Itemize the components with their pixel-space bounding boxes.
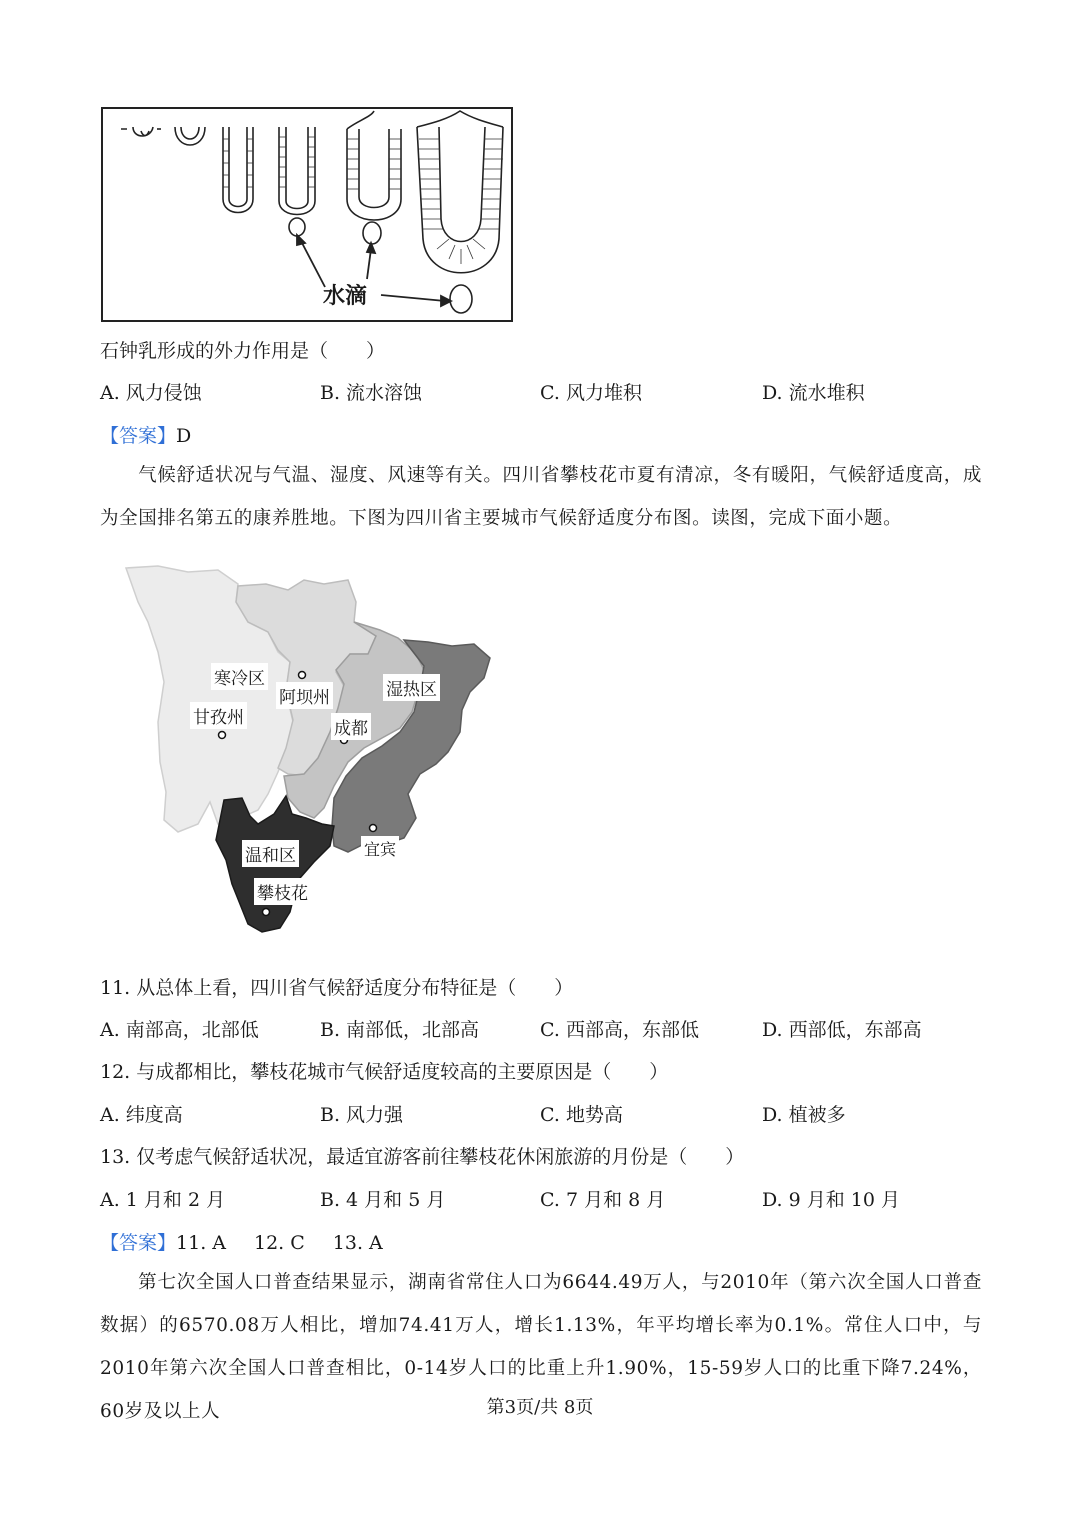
aba-dot [299, 672, 306, 679]
yibin-label: 宜宾 [361, 836, 399, 861]
q11-option-b: B. 南部低，北部高 [320, 1019, 480, 1041]
stalactite-drawing [103, 109, 511, 320]
mild-zone-label: 温和区 [242, 840, 299, 867]
answer-tag: 【答案】 [100, 425, 177, 447]
q13-option-a: A. 1 月和 2 月 [100, 1189, 226, 1211]
page-footer: 第3页/共 8页 [486, 1397, 594, 1418]
q12-option-b: B. 风力强 [320, 1104, 404, 1126]
cold-zone-label: 寒冷区 [211, 663, 268, 690]
climate-intro-paragraph [100, 454, 982, 540]
water-drop-label: 水滴 [323, 284, 368, 309]
yibin-dot [370, 825, 377, 832]
aba-label: 阿坝州 [276, 682, 333, 709]
panzhihua-dot [263, 909, 270, 916]
panzhihua-label: 攀枝花 [254, 878, 311, 905]
q11-option-c: C. 西部高，东部低 [540, 1019, 699, 1041]
stalactite-diagram [101, 107, 513, 322]
sichuan-climate-map [118, 562, 498, 937]
option-b: B. 流水溶蚀 [320, 382, 423, 404]
q13-option-b: B. 4 月和 5 月 [320, 1189, 446, 1211]
q13-stem: 13. 仅考虑气候舒适状况，最适宜游客前往攀枝花休闲旅游的月份是（ ） [100, 1146, 745, 1168]
q12-stem: 12. 与成都相比，攀枝花城市气候舒适度较高的主要原因是（ ） [100, 1061, 669, 1083]
ganzi-dot [219, 732, 226, 739]
q12-option-a: A. 纬度高 [100, 1104, 183, 1126]
q13-option-d: D. 9 月和 10 月 [762, 1189, 901, 1211]
chengdu-label: 成都 [331, 713, 371, 740]
climate-intro-text: 气候舒适状况与气温、湿度、风速等有关。四川省攀枝花市夏有清凉，冬有暖阳，气候舒适度高，成为全国排名第五的康养胜地。下图为四川省主要城市气候舒适度分布图。读图，完成下面小题。 [100, 465, 982, 529]
answer-value: D [176, 425, 192, 447]
q11-option-a: A. 南部高，北部低 [100, 1019, 259, 1041]
q12-option-d: D. 植被多 [762, 1104, 846, 1126]
answers-line [100, 1231, 383, 1255]
answer-13: 13. A [332, 1232, 383, 1254]
option-a: A. 风力侵蚀 [100, 382, 202, 404]
q11-stem: 11. 从总体上看，四川省气候舒适度分布特征是（ ） [100, 977, 574, 999]
humid-hot-zone-label: 湿热区 [383, 674, 440, 701]
census-intro-text: 第七次全国人口普查结果显示，湖南省常住人口为6644.49万人，与2010年（第六次全国人口普查数据）的6570.08万人相比，增加74.41万人，增长1.13%，年平均增长率为0.1%。常住人口中，与2010年第六次全国人口普查相比，0-14岁人口的比重上升1.90%，15-59岁人口的比重下降7.24%，60岁及以上人 [100, 1272, 982, 1422]
answer-11: 11. A [176, 1232, 226, 1254]
option-c: C. 风力堆积 [540, 382, 642, 404]
q13-option-c: C. 7 月和 8 月 [540, 1189, 666, 1211]
answer-line [100, 424, 191, 448]
option-d: D. 流水堆积 [762, 382, 865, 404]
q12-option-c: C. 地势高 [540, 1104, 623, 1126]
q11-option-d: D. 西部低，东部高 [762, 1019, 922, 1041]
question-stem: 石钟乳形成的外力作用是（ ） [100, 340, 386, 362]
ganzi-label: 甘孜州 [190, 702, 247, 729]
answers-tag: 【答案】 [100, 1232, 177, 1254]
answer-12: 12. C [254, 1232, 305, 1254]
